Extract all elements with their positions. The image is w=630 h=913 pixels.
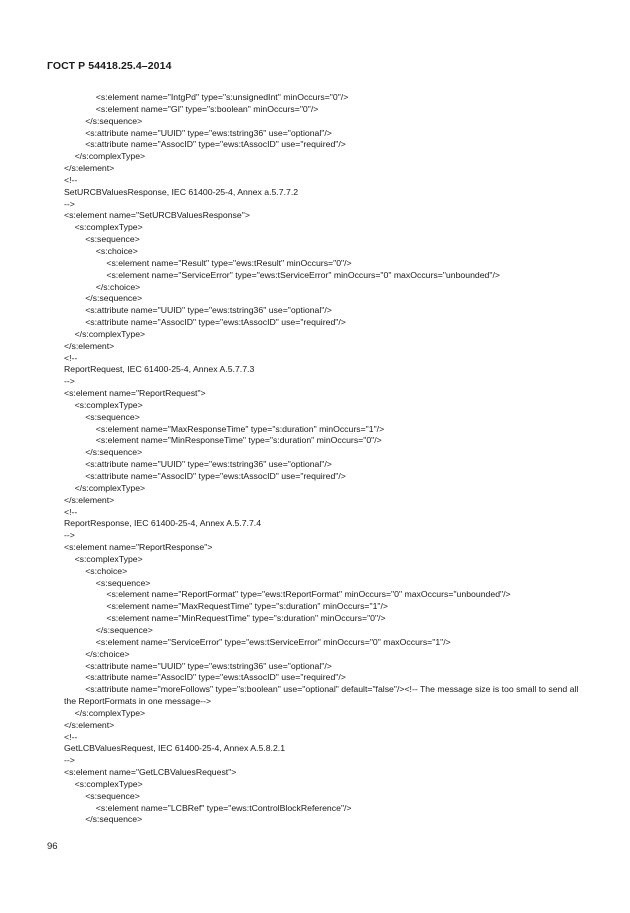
code-line: <s:sequence>	[85, 790, 140, 801]
code-line: <!--	[64, 352, 78, 363]
code-line: <s:element name="IntgPd" type="s:unsignedInt" minOccurs="0"/>	[95, 92, 349, 102]
code-line: <s:sequence>	[85, 234, 140, 245]
code-line: </s:complexType>	[74, 707, 146, 718]
document-header: ГОСТ Р 54418.25.4–2014	[47, 60, 172, 72]
code-line: -->	[64, 198, 75, 209]
code-line: </s:sequence>	[95, 624, 153, 635]
code-line: <!--	[64, 731, 78, 742]
code-line: <s:complexType>	[74, 222, 143, 233]
code-line: <s:attribute name="UUID" type="ews:tstring36" use="optional"/>	[85, 459, 332, 470]
code-line: <s:attribute name="AssocID" type="ews:tAssocID" use="required"/>	[85, 317, 346, 328]
code-line: </s:complexType>	[74, 328, 146, 339]
code-line: </s:element>	[64, 163, 115, 174]
code-line: <s:element name="MinResponseTime" type="s:duration" minOccurs="0"/>	[95, 435, 382, 446]
code-line: <s:element name="GetLCBValuesRequest">	[64, 767, 237, 778]
code-line: <s:attribute name="AssocID" type="ews:tAssocID" use="required"/>	[85, 471, 346, 481]
code-line: <s:complexType>	[74, 399, 143, 410]
code-line: -->	[64, 530, 75, 541]
code-line: <s:element name="ServiceError" type="ews:tServiceError" minOccurs="0" maxOccurs="unbounded"/>	[106, 269, 500, 280]
code-line: <s:sequence>	[95, 577, 151, 588]
code-line: </s:sequence>	[85, 293, 143, 304]
code-line: <s:attribute name="UUID" type="ews:tstring36" use="optional"/>	[85, 127, 332, 138]
code-line: <s:complexType>	[74, 778, 143, 789]
code-line: </s:element>	[64, 719, 115, 730]
code-line: <s:attribute name="AssocID" type="ews:tAssocID" use="required"/>	[85, 672, 346, 683]
code-line: <s:element name="ServiceError" type="ews:tServiceError" minOccurs="0" maxOccurs="1"/>	[95, 636, 451, 647]
code-line: GetLCBValuesRequest, IEC 61400-25-4, Annex A.5.8.2.1	[64, 743, 286, 754]
code-line: <s:attribute name="moreFollows" type="s:boolean" use="optional" default="false"/><!-- The message size is too small to send all the ReportFormats in one message-->	[64, 684, 579, 707]
code-line: ReportRequest, IEC 61400-25-4, Annex A.5.7.7.3	[64, 364, 255, 375]
page-number: 96	[47, 841, 58, 852]
code-line: </s:sequence>	[85, 814, 143, 825]
code-line: <s:choice>	[95, 245, 138, 256]
code-line: <s:element name="SetURCBValuesResponse">	[64, 210, 250, 221]
code-line: </s:sequence>	[85, 115, 143, 126]
code-line: <s:element name="MaxRequestTime" type="s:duration" minOccurs="1"/>	[106, 601, 388, 612]
code-line: <s:element name="Result" type="ews:tResult" minOccurs="0"/>	[106, 257, 352, 268]
code-line: <!--	[64, 174, 78, 185]
code-line: <s:element name="MinRequestTime" type="s:duration" minOccurs="0"/>	[106, 613, 386, 624]
code-line: </s:complexType>	[74, 151, 146, 162]
code-line: ReportResponse, IEC 61400-25-4, Annex A.5.7.7.4	[64, 518, 262, 529]
code-line: </s:choice>	[95, 281, 141, 292]
code-line: <s:element name="ReportRequest">	[64, 388, 206, 399]
code-line: <s:choice>	[85, 565, 128, 576]
code-line: </s:sequence>	[85, 447, 143, 458]
code-line: -->	[64, 376, 75, 387]
code-line: <s:element name="ReportResponse">	[64, 542, 213, 553]
code-line: </s:element>	[64, 340, 115, 351]
code-line: <s:sequence>	[85, 411, 140, 422]
code-line: </s:element>	[64, 494, 115, 505]
code-line: </s:complexType>	[74, 482, 146, 493]
code-line: </s:choice>	[85, 648, 130, 659]
code-line: <s:attribute name="AssocID" type="ews:tAssocID" use="required"/>	[85, 139, 346, 150]
code-line: <s:element name="ReportFormat" type="ews:tReportFormat" minOccurs="0" maxOccurs="unbounded"/>	[106, 589, 511, 600]
code-line: <!--	[64, 506, 78, 517]
xml-code-block	[64, 92, 584, 826]
code-line: SetURCBValuesResponse, IEC 61400-25-4, Annex a.5.7.7.2	[64, 186, 299, 197]
code-line: -->	[64, 755, 75, 766]
code-line: <s:complexType>	[74, 553, 143, 564]
code-line: <s:element name="LCBRef" type="ews:tControlBlockReference"/>	[95, 802, 352, 813]
code-line: <s:element name="MaxResponseTime" type="s:duration" minOccurs="1"/>	[95, 423, 385, 434]
code-line: <s:attribute name="UUID" type="ews:tstring36" use="optional"/>	[85, 660, 332, 671]
code-line: <s:attribute name="UUID" type="ews:tstring36" use="optional"/>	[85, 305, 332, 316]
code-line: <s:element name="GI" type="s:boolean" minOccurs="0"/>	[95, 103, 319, 114]
